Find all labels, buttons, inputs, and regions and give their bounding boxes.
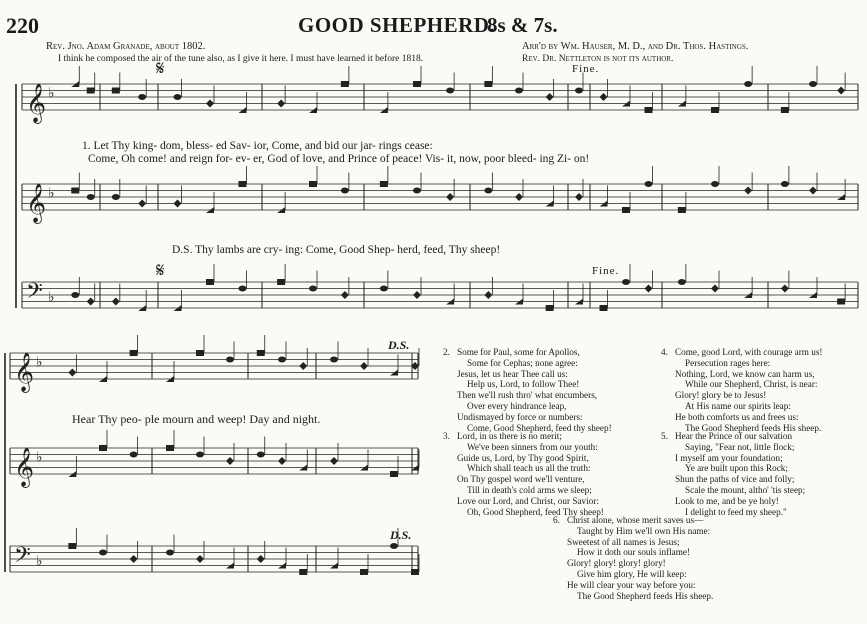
treble-clef-icon: 𝄞 bbox=[14, 352, 35, 392]
treble-clef-icon: 𝄞 bbox=[26, 183, 47, 223]
segno-sign-2: 𝄋 bbox=[156, 260, 165, 282]
treble-clef-icon: 𝄞 bbox=[14, 447, 35, 487]
bass-clef-icon: 𝄢 bbox=[26, 279, 43, 309]
authorship-note: Rev. Dr. Nettleton is not its author. bbox=[522, 54, 674, 64]
flat-icon: ♭ bbox=[36, 449, 43, 466]
page-number: 220 bbox=[6, 13, 39, 38]
ds-mark-2: D.S. bbox=[390, 528, 412, 542]
ds-mark-1: D.S. bbox=[388, 338, 410, 352]
verse-3: 3. Lord, in us there is no merit; We've been sinners from our youth: Guide us, Lord, by Thy good Spirit, Which shall teach us all the truth: On Thy gospel word we'll venture, Till in death's cold arms we sleep; Love our Lord, and Christ, our Savior: Oh, Good Shepherd, feed Thy sheep! bbox=[443, 431, 604, 517]
composer-note: I think he composed the air of the tune also, as I give it here. I must have learned it before 1818. bbox=[58, 54, 424, 64]
fine-label-2: Fine. bbox=[592, 265, 620, 277]
composer-credit: Rev. Jno. Adam Granade, about 1802. bbox=[46, 41, 206, 52]
flat-icon: ♭ bbox=[36, 354, 43, 371]
lyrics-line-2: Come, Oh come! and reign for- ev- er, God of love, and Prince of peace! Vis- it, now, poor bleed- ing Zi- on! bbox=[88, 153, 590, 165]
verse-4: 4. Come, good Lord, with courage arm us! Persecution rages here: Nothing, Lord, we know can harm us, While our Shepherd, Christ, is near: Glory! glory be to Jesus! At His name our spirits leap: He both comforts us and frees us: The Good Shepherd feeds His sheep. bbox=[661, 347, 823, 433]
segno-sign-1: 𝄋 bbox=[156, 58, 165, 80]
lyrics-ds: D.S. Thy lambs are cry- ing: Come, Good Shep- herd, feed, Thy sheep! bbox=[172, 244, 501, 256]
bass-clef-icon: 𝄢 bbox=[14, 543, 31, 573]
verse-5: 5. Hear the Prince of our salvation Saying, "Fear not, little flock; I myself am your foundation; Ye are built upon this Rock; Shun the paths of vice and folly; Scale the mount, altho' 'tis steep; Look to me, and be ye holy! I delight to feed my sheep." bbox=[661, 431, 806, 517]
hymn-meter: 8s & 7s. bbox=[487, 13, 558, 37]
flat-icon: ♭ bbox=[48, 185, 55, 202]
lyrics-line-1: 1. Let Thy king- dom, bless- ed Sav- ior, Come, and bid our jar- rings cease: bbox=[82, 140, 433, 152]
hymn-title: GOOD SHEPHERD. bbox=[298, 13, 496, 37]
arranger-credit: Arr'd by Wm. Hauser, M. D., and Dr. Thos. Hastings. bbox=[522, 41, 749, 52]
flat-icon: ♭ bbox=[48, 85, 55, 102]
verse-2: 2. Some for Paul, some for Apollos, Some for Cephas; none agree: Jesus, let us hear Thee call us: Help us, Lord, to follow Thee! Then we'll rush thro' what encumbers, Over every hindrance leap, Undismayed by force or numbers: Come, Good Shepherd, feed thy sheep! bbox=[443, 347, 612, 433]
flat-icon: ♭ bbox=[36, 553, 43, 570]
fine-label-1: Fine. bbox=[572, 63, 600, 75]
treble-clef-icon: 𝄞 bbox=[26, 83, 47, 123]
verse-6: 6. Christ alone, whose merit saves us— Taught by Him we'll own His name: Sweetest of all names is Jesus; How it doth our souls inflame! Glory! glory! glory! glory! Give him glory, He will keep: He will clear your way before you: The Good Shepherd feeds His sheep. bbox=[553, 515, 714, 601]
flat-icon: ♭ bbox=[48, 289, 55, 306]
lyrics-system-2: Hear Thy peo- ple mourn and weep! Day and night. bbox=[72, 412, 321, 426]
